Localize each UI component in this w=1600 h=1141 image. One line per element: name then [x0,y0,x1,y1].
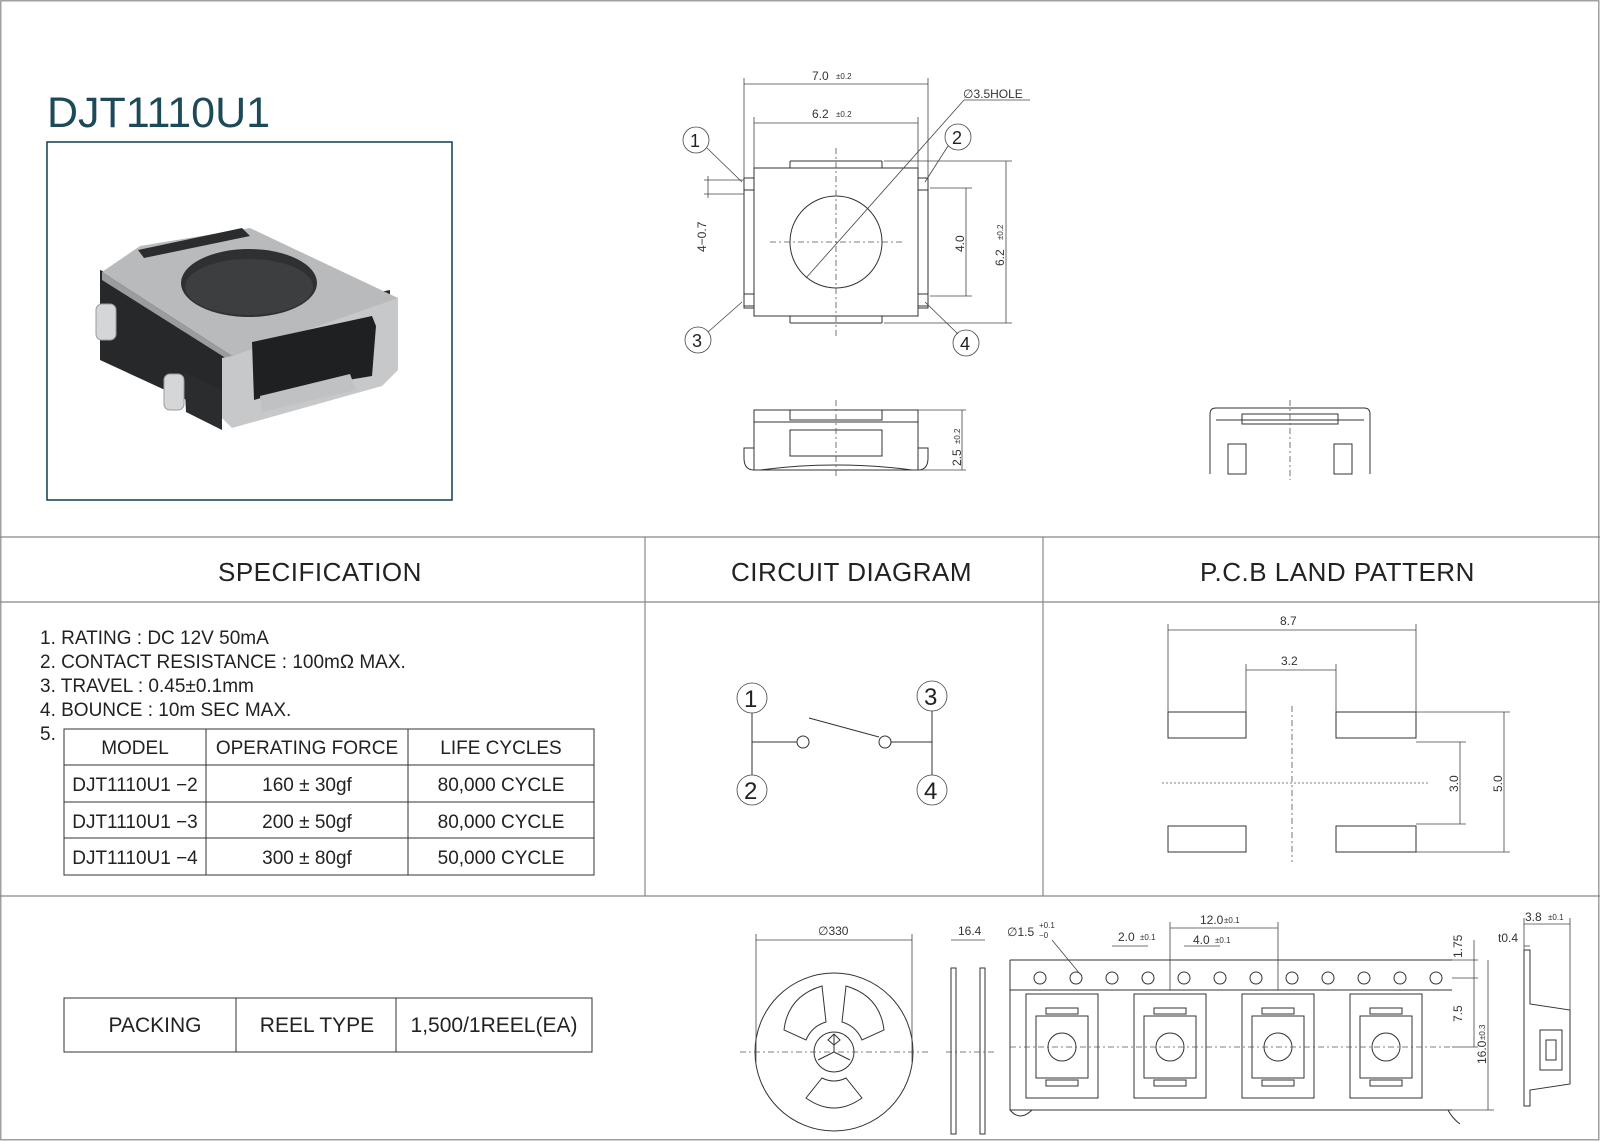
table-cell: 300 ± 80gf [262,848,352,869]
pin-callout-1: 1 [690,131,701,151]
table-header-force: OPERATING FORCE [215,738,399,759]
dim-width-outer-tol: ±0.2 [836,72,852,81]
table-cell: 80,000 CYCLE [437,775,565,796]
dim-pitch-12-tol: ±0.1 [1224,916,1240,925]
section-header-circuit: CIRCUIT DIAGRAM [731,557,973,587]
dim-depth-tol: ±0.1 [1548,913,1564,922]
dim-sprocket-tol-minus: −0 [1039,931,1049,940]
dim-tape-width: 16.0 [1475,1040,1489,1064]
dim-pitch-2-tol: ±0.1 [1140,933,1156,942]
spec-item: 3. TRAVEL : 0.45±0.1mm [40,676,254,697]
spec-item: 5. [40,724,56,745]
dim-center: 7.5 [1451,1005,1465,1022]
dim-pcb-pitch-inner: 3.0 [1447,775,1461,792]
circuit-diagram [737,681,947,805]
model-table [64,729,594,875]
pin-callout-3: 3 [692,331,703,351]
packing-label: PACKING [108,1014,202,1037]
dim-pitch-12: 12.0 [1200,913,1224,927]
spec-item: 1. RATING : DC 12V 50mA [40,628,269,649]
dim-height: 6.2 [993,249,1007,266]
table-cell: 50,000 CYCLE [437,848,565,869]
dim-reel-hub: 16.4 [958,924,982,938]
product-photo [47,142,452,500]
section-header-pcb: P.C.B LAND PATTERN [1200,557,1475,587]
dim-reel-diameter: ∅330 [818,924,849,938]
front-view-drawing [1210,400,1370,480]
dim-side-height-tol: ±0.2 [953,428,962,444]
circuit-pin-2: 2 [744,778,758,805]
reel-qty-value: 1,500/1REEL(EA) [410,1014,578,1037]
dim-thickness: t0.4 [1498,931,1519,945]
reel-type-label: REEL TYPE [259,1014,375,1037]
table-header-model: MODEL [101,738,169,759]
dim-pin-pitch: 4.0 [953,235,967,252]
dim-edge: 1.75 [1451,934,1465,958]
dim-width-inner: 6.2 [812,107,829,121]
dim-width-inner-tol: ±0.2 [836,110,852,119]
dim-pcb-pitch-outer: 5.0 [1491,775,1505,792]
reel-drawing [740,924,994,1134]
packing-table [64,998,592,1052]
side-view-drawing [744,400,966,478]
table-header-life: LIFE CYCLES [440,738,562,759]
pin-callout-2: 2 [952,128,963,148]
pcb-land-pattern [1162,614,1510,862]
tape-cross-section [1498,910,1570,1106]
spec-item: 2. CONTACT RESISTANCE : 100mΩ MAX. [40,652,406,673]
dim-pitch-4: 4.0 [1193,933,1210,947]
top-view-drawing [683,69,1030,356]
dim-hole: ∅3.5HOLE [963,87,1023,101]
dim-pad: 4−0.7 [695,221,709,252]
section-header-specification: SPECIFICATION [218,557,422,587]
dim-pitch-2: 2.0 [1118,930,1135,944]
dim-sprocket-tol-plus: +0.1 [1039,921,1055,930]
table-cell: 200 ± 50gf [262,812,352,833]
dim-width-outer: 7.0 [812,69,829,83]
circuit-pin-1: 1 [744,686,758,713]
table-cell: DJT1110U1 −2 [72,775,198,796]
circuit-pin-3: 3 [924,684,938,711]
dim-pcb-gap: 3.2 [1281,654,1298,668]
dim-sprocket: ∅1.5 [1007,925,1035,939]
table-cell: 80,000 CYCLE [437,812,565,833]
product-title: DJT1110U1 [47,89,271,137]
pin-callout-4: 4 [960,334,971,354]
carrier-tape-drawing [1007,913,1494,1124]
dim-tape-width-tol: ±0.3 [1478,1024,1487,1040]
dim-height-tol: ±0.2 [996,224,1005,240]
table-cell: 160 ± 30gf [262,775,352,796]
circuit-pin-4: 4 [924,778,938,805]
dim-side-height: 2.5 [950,449,964,466]
table-cell: DJT1110U1 −4 [72,848,198,869]
dim-pitch-4-tol: ±0.1 [1215,936,1231,945]
table-cell: DJT1110U1 −3 [72,812,198,833]
dim-depth: 3.8 [1525,910,1542,924]
spec-list [40,628,406,745]
spec-item: 4. BOUNCE : 10m SEC MAX. [40,700,292,721]
dim-pcb-width: 8.7 [1280,614,1297,628]
